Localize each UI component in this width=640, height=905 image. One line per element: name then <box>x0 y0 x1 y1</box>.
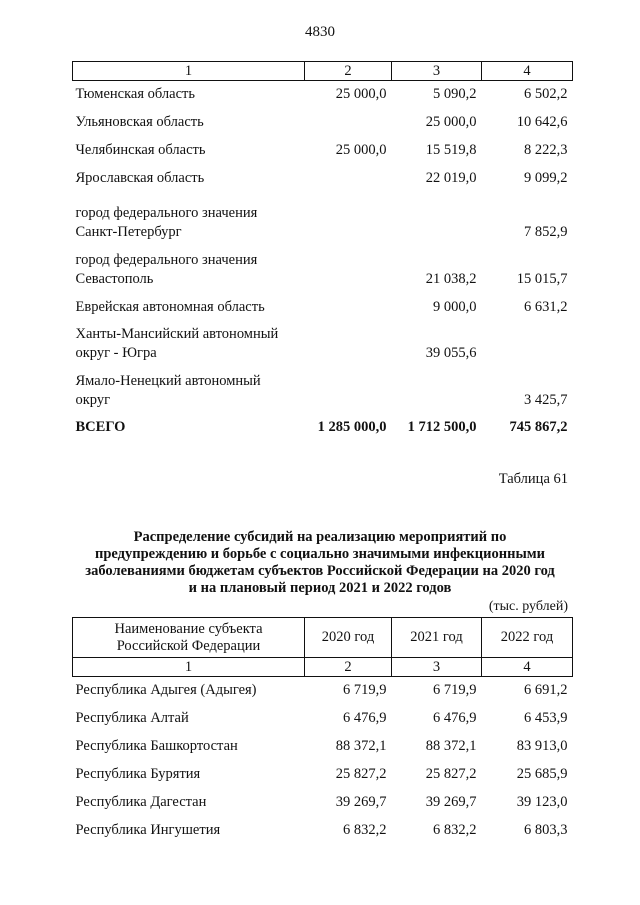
title-line: заболеваниями бюджетам субъектов Российской Федерации на 2020 год <box>85 563 555 579</box>
region-name-line: округ - Югра <box>75 344 157 361</box>
value-2021: 22 019,0 <box>425 170 477 186</box>
value-2020: 6 476,9 <box>343 710 387 726</box>
region-name-line: Севастополь <box>75 270 154 287</box>
column-number: 2 <box>305 658 392 677</box>
region-name: Республика Башкортостан <box>75 738 238 754</box>
region-name: Челябинская область <box>75 142 206 158</box>
value-2020: 6 719,9 <box>343 682 387 699</box>
value-2021: 6 832,2 <box>433 822 477 838</box>
region-name: Республика Адыгея (Адыгея) <box>75 682 257 699</box>
value-2020 <box>305 368 392 415</box>
region-name <box>73 368 305 415</box>
value-2021: 39 055,6 <box>425 344 477 361</box>
value-2021: 15 519,8 <box>425 142 477 158</box>
value-2022: 39 123,0 <box>516 794 568 810</box>
table-row <box>73 81 573 109</box>
table-row <box>73 109 573 137</box>
table-row <box>73 368 573 415</box>
table-row <box>73 761 573 789</box>
page-number: 4830 <box>305 24 335 40</box>
value-2021: 25 000,0 <box>425 114 477 130</box>
value-2022: 7 852,9 <box>524 223 568 240</box>
value-2021: 6 476,9 <box>433 710 477 726</box>
units-note: (тыс. рублей) <box>488 599 568 614</box>
value-2022: 6 502,2 <box>524 86 568 103</box>
table-row <box>73 322 573 368</box>
table-row <box>73 789 573 817</box>
table-row <box>73 193 573 247</box>
value-2022: 6 803,3 <box>524 822 568 838</box>
value-2020 <box>305 322 392 368</box>
value-2022: 6 453,9 <box>524 710 568 726</box>
value-2021: 25 827,2 <box>425 766 477 782</box>
table-row <box>73 733 573 761</box>
title-line: предупреждению и борьбе с социально значимыми инфекционными <box>95 546 545 562</box>
region-name: Ульяновская область <box>75 114 204 130</box>
column-number: 2 <box>305 62 392 81</box>
value-2021 <box>392 193 482 247</box>
region-name-line: город федерального значения <box>75 251 258 268</box>
value-2022: 9 099,2 <box>524 170 568 186</box>
value-2020 <box>305 193 392 247</box>
table-row <box>73 705 573 733</box>
header-line: Российской Федерации <box>116 637 261 654</box>
value-2020 <box>305 247 392 294</box>
title-line: Распределение субсидий на реализацию мероприятий по <box>133 529 507 545</box>
column-number: 4 <box>482 658 573 677</box>
table-label: Таблица 61 <box>498 471 568 487</box>
header-2021: 2021 год <box>392 618 482 658</box>
column-number: 3 <box>392 62 482 81</box>
value-2021: 21 038,2 <box>425 270 477 287</box>
table-row <box>73 294 573 322</box>
region-name <box>73 322 305 368</box>
value-2020 <box>305 165 392 193</box>
value-2020: 39 269,7 <box>335 794 387 810</box>
value-2021 <box>392 368 482 415</box>
value-2020: 25 000,0 <box>335 86 387 103</box>
region-name-line: округ <box>75 391 111 408</box>
value-2021: 88 372,1 <box>425 738 477 754</box>
region-name: Ярославская область <box>75 170 205 186</box>
header-2020: 2020 год <box>305 618 392 658</box>
region-name: Тюменская область <box>75 86 195 103</box>
value-2022: 15 015,7 <box>516 270 568 287</box>
table-row <box>73 137 573 165</box>
header-region <box>73 618 305 658</box>
value-2022: 25 685,9 <box>516 766 568 782</box>
value-2020: 25 000,0 <box>335 142 387 158</box>
table-title <box>70 529 570 597</box>
value-2022: 10 642,6 <box>516 114 568 130</box>
title-line: и на плановый период 2021 и 2022 годов <box>188 580 452 596</box>
column-number: 1 <box>73 658 305 677</box>
header-row <box>73 618 573 658</box>
value-2021: 6 719,9 <box>433 682 477 699</box>
column-number-row <box>73 62 573 81</box>
total-2022: 745 867,2 <box>509 419 568 435</box>
subsidy-table-61 <box>72 617 573 845</box>
column-number: 4 <box>482 62 573 81</box>
value-2022: 3 425,7 <box>524 391 568 408</box>
total-2021: 1 712 500,0 <box>407 419 477 435</box>
value-2022: 83 913,0 <box>516 738 568 754</box>
table-row <box>73 817 573 845</box>
total-label: ВСЕГО <box>75 419 126 435</box>
header-2022: 2022 год <box>482 618 573 658</box>
column-number: 3 <box>392 658 482 677</box>
value-2020: 6 832,2 <box>343 822 387 838</box>
value-2022 <box>482 322 573 368</box>
region-name <box>73 247 305 294</box>
region-name-line: город федерального значения <box>75 204 258 221</box>
region-name-line: Ханты-Мансийский автономный <box>75 325 279 342</box>
region-name: Республика Алтай <box>75 710 189 726</box>
region-name <box>73 193 305 247</box>
region-name: Республика Дагестан <box>75 794 207 810</box>
value-2020: 88 372,1 <box>335 738 387 754</box>
region-name-line: Санкт-Петербург <box>75 223 182 240</box>
total-2020: 1 285 000,0 <box>317 419 387 435</box>
value-2022: 6 631,2 <box>524 299 568 315</box>
subsidy-table-continued <box>72 61 573 441</box>
column-number: 1 <box>73 62 305 81</box>
value-2021: 9 000,0 <box>433 299 477 315</box>
value-2022: 6 691,2 <box>524 682 568 699</box>
column-number-row <box>73 658 573 677</box>
region-name: Республика Бурятия <box>75 766 201 782</box>
region-name-line: Ямало-Ненецкий автономный <box>75 372 261 389</box>
value-2021: 5 090,2 <box>433 86 477 103</box>
header-line: Наименование субъекта <box>114 620 263 637</box>
region-name: Республика Ингушетия <box>75 822 221 838</box>
region-name: Еврейская автономная область <box>75 299 265 315</box>
table-row <box>73 165 573 193</box>
total-row <box>73 415 573 441</box>
value-2020: 25 827,2 <box>335 766 387 782</box>
value-2021: 39 269,7 <box>425 794 477 810</box>
value-2020 <box>305 294 392 322</box>
value-2020 <box>305 109 392 137</box>
table-row <box>73 677 573 705</box>
table-row <box>73 247 573 294</box>
value-2022: 8 222,3 <box>524 142 568 158</box>
